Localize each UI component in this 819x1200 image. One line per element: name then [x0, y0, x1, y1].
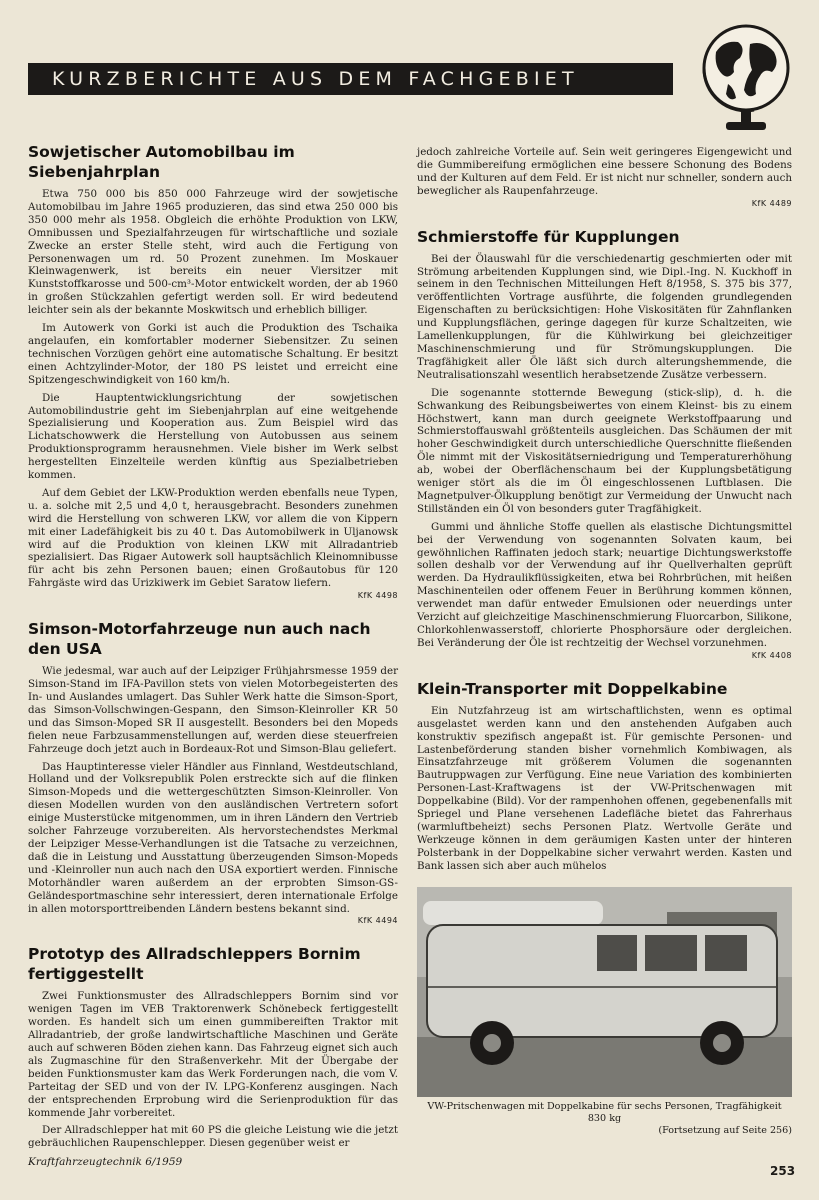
article-paragraph: Das Hauptinteresse vieler Händler aus Finnland, Westdeutschland, Holland und der Volksrepublik Polen erstreckte sich auf die flinken Simson-Mopeds und die wettergeschützten Simson-Kleinroller. Von diesen Modellen wurden von den ausländischen Vertretern sofort einige Musterstücke mitgenommen, um in ihren Ländern den Vertrieb solcher Fahrzeuge vorzubereiten. Als hervorstechendstes Merkmal der Leipziger Messe-Verhandlungen ist die Tatsache zu verzeichnen, daß die in Leistung und Ausstattung überzeugenden Simson-Mopeds und -Kleinroller nun auch nach den USA exportiert werden. Finnische Motorhändler waren außerdem an der erprobten Simson-GS-Geländesportmaschine sehr interessiert, deren internationale Erfolge in allen motorsporttreibenden Ländern bestens bekannt sind.	[28, 760, 398, 915]
article-source-code: KfK 4498	[357, 591, 398, 601]
article-paragraph: Wie jedesmal, war auch auf der Leipziger Frühjahrsmesse 1959 der Simson-Stand im IFA-Pavillon stets von vielen Motorbegeisterten des In- und Auslandes umlagert. Das Suhler Werk hatte die Simson-Sport, das Simson-Vollschwingen-Gespann, den Simson-Kleinroller KR 50 und das Simson-Moped SR II ausgestellt. Besonders bei den Mopeds fielen neue Farbzusammenstellungen auf, werden diese steuerfreien Fahrzeuge doch jetzt auch in Bordeaux-Rot und Simson-Blau geliefert.	[28, 665, 398, 755]
article-source-code: KfK 4489	[751, 198, 792, 208]
continued-note: (Fortsetzung auf Seite 256)	[658, 1124, 792, 1136]
article-title-simson: Simson-Motorfahrzeuge nun auch nach den USA	[28, 620, 371, 659]
section-banner: KURZBERICHTE AUS DEM FACHGEBIET	[28, 63, 673, 95]
article-paragraph: Bei der Ölauswahl für die verschiedenartig geschmierten oder mit Strömung arbeitenden Kupplungen sind, wie Dipl.-Ing. N. Kuckhoff in seinem in den Technischen Mitteilungen Heft 8/1958, S. 375 bis 377, veröffentlichten Vortrage ausführte, die folgenden grundlegenden Eigenschaften zu berücksichtigen: Hohe Viskositäten für Zahnflanken und Kupplungsflächen, geringe dagegen für kurze Schaltzeiten, wie Lamellenkupplungen, für die Kühlwirkung bei gleichzeitiger Maschinenschmierung und für Strömungskupplungen. Die Tragfähigkeit aller Öle läßt sich durch alterungshemmende, die Neutralisationszahl wesentlich herabsetzende Zusätze verbessern.	[417, 252, 792, 381]
article-paragraph: Der Allradschlepper hat mit 60 PS die gleiche Leistung wie die jetzt gebräuchlichen Raupenschlepper. Diesen gegenüber weist er	[28, 1124, 398, 1150]
article-title-allradschlepper: Prototyp des Allradschleppers Bornim fertiggestellt	[28, 945, 361, 984]
left-column	[28, 142, 398, 1150]
globe-icon	[694, 22, 794, 137]
article-paragraph: Ein Nutzfahrzeug ist am wirtschaftlichsten, wenn es optimal ausgelastet werden kann und den anstehenden Aufgaben auch konstruktiv spezifisch angepaßt ist. Für gemischte Personen- und Lastenbeförderung standen bisher vornehmlich Kombiwagen, als Einsatzfahrzeuge mit größerem Volumen die sogenannten Bautruppwagen zur Verfügung. Eine neue Variation des kombinierten Personen-Last-Kraftwagens ist der VW-Pritschenwagen mit Doppelkabine (Bild). Vor der rampenhohen offenen, gegebenenfalls mit Spriegel und Plane versehenen Ladefläche bietet das Fahrerhaus (warmluftbeheizt) sechs Personen Platz. Wertvolle Geräte und Werkzeuge können in dem geräumigen Kasten unter der hinteren Polsterbank in der Doppelkabine sicher verwahrt werden. Kasten und Bank lassen sich aber auch mühelos	[417, 704, 792, 872]
article-source-code: KfK 4408	[751, 650, 792, 660]
article-paragraph: Die sogenannte stotternde Bewegung (stick-slip), d. h. die Schwankung des Reibungsbeiwertes von einem Kleinst- bis zu einem Höchstwert, kann man durch geeignete Werkstoffpaarung und Schmierstoffauswahl größtenteils ausgleichen. Das Schäumen der mit hoher Geschwindigkeit durch unterschiedliche Querschnitte fließenden Öle nimmt mit der Viskositätserniedrigung und Temperaturerhöhung ab, wobei der Oberflächenschaum bei der Kupplungsbetätigung weniger stört als die im Öl eingeschlossenen Luftblasen. Die Magnetpulver-Ölkupplung benötigt zur Vermeidung der Unwucht nach Stillständen ein Öl von besonders guter Tragfähigkeit.	[417, 386, 792, 515]
journal-footer: Kraftfahrzeugtechnik 6/1959	[28, 1156, 183, 1168]
article-title-sowjetischer-automobilbau: Sowjetischer Automobilbau im Siebenjahrplan	[28, 143, 295, 181]
photo-caption: VW-Pritschenwagen mit Doppelkabine für sechs Personen, Tragfähigkeit 830 kg	[427, 1100, 782, 1124]
article-paragraph: Die Hauptentwicklungsrichtung der sowjetischen Automobilindustrie geht im Siebenjahrplan auf eine weitgehende Spezialisierung und Kooperation aus. Zum Beispiel wird das Lichatschowwerk die Herstellung von Autobussen aus seinem Produktionsprogramm herausnehmen. Viele bisher im Werk selbst hergestellten Einzelteile werden künftig aus Spezialbetrieben kommen.	[28, 391, 398, 482]
article-continuation: jedoch zahlreiche Vorteile auf. Sein weit geringeres Eigengewicht und die Gummibereifung ermöglichen eine bessere Schonung des Bodens und der Kulturen auf dem Feld. Er ist nicht nur schneller, sondern auch beweglicher als Raupenfahrzeuge.	[417, 146, 792, 197]
article-title-klein-transporter: Klein-Transporter mit Doppelkabine	[417, 679, 728, 698]
right-column	[417, 146, 792, 1137]
article-paragraph: Zwei Funktionsmuster des Allradschleppers Bornim sind vor wenigen Tagen im VEB Traktorenwerk Schönebeck fertiggestellt worden. Es handelt sich um einen gummibereiften Traktor mit Allradantrieb, der große landwirtschaftliche Maschinen und Geräte auch auf schweren Böden ziehen kann. Das Fahrzeug eignet sich auch als Zugmaschine für den Straßenverkehr. Mit der Übergabe der beiden Funktionsmuster kam das Werk Forderungen nach, die vom V. Parteitag der SED und von der IV. LPG-Konferenz ausgingen. Nach der entsprechenden Erprobung wird die Serienproduktion für das kommende Jahr vorbereitet.	[28, 990, 398, 1119]
article-paragraph: Auf dem Gebiet der LKW-Produktion werden ebenfalls neue Typen, u. a. solche mit 2,5 und 4,0 t, herausgebracht. Besonders zunehmen wird die Herstellung von schweren LKW, vor allem die von Kippern mit einer Ladefähigkeit bis zu 40 t. Das Automobilwerk in Uljanowsk wird auf die Produktion von kleinen LKW mit Allradantrieb spezialisiert. Das Rigaer Autowerk soll hauptsächlich Kleinomnibusse für acht bis zehn Personen bauen; einen Großautobus für 120 Fahrgäste wird das Urizkiwerk im Gebiet Saratow liefern.	[28, 486, 398, 590]
article-source-code: KfK 4494	[357, 916, 398, 926]
article-title-schmierstoffe: Schmierstoffe für Kupplungen	[417, 227, 680, 246]
article-paragraph: Etwa 750 000 bis 850 000 Fahrzeuge wird der sowjetische Automobilbau im Jahre 1965 produzieren, das sind etwa 250 000 bis 350 000 mehr als 1958. Obgleich die erhöhte Produktion von LKW, Omnibussen und Spezialfahrzeugen für wirtschaftliche und soziale Zwecke an erster Stelle steht, wird auch die Fertigung von Personenwagen um rd. 50 Prozent zunehmen. Im Moskauer Kleinwagenwerk, ist bereits ein neuer Viersitzer mit Kunststoffkarosse und 500-cm³-Motor entwickelt worden, der ab 1960 in großen Stückzahlen gefertigt werden soll. Er wird bedeutend leichter sein als der bekannte Moskwitsch und erheblich billiger.	[28, 188, 398, 317]
article-paragraph: Gummi und ähnliche Stoffe quellen als elastische Dichtungsmittel bei der Verwendung von sogenannten Solvaten kaum, bei gewöhnlichen Raffinaten jedoch stark; neuartige Dichtungswerkstoffe sollen deshalb vor der Verwendung auf ihr Quellverhalten geprüft werden. Da Hydraulikflüssigkeiten, etwa bei Rohrbrüchen, mit heißen Maschinenteilen oder offenem Feuer in Berührung kommen können, verwendet man dafür entweder Emulsionen oder neuerdings unter Verzicht auf gleichzeitige Maschinenschmierung Fluorcarbon, Silikone, Chlorkohlenwasserstoff, chlorierte Phosphorsäure oder dergleichen. Bei Veränderung der Öle ist rechtzeitig der Wechsel vorzunehmen.	[417, 520, 792, 649]
vw-transporter-photo	[417, 887, 792, 1097]
page-number: 253	[770, 1164, 796, 1178]
article-paragraph: Im Autowerk von Gorki ist auch die Produktion des Tschaika angelaufen, ein komfortabler moderner Siebensitzer. Zu seinen technischen Vorzügen gehört eine automatische Schaltung. Er besitzt einen Achtzylinder-Motor, der 180 PS leistet und erreicht eine Spitzengeschwindigkeit von 160 km/h.	[28, 322, 398, 386]
